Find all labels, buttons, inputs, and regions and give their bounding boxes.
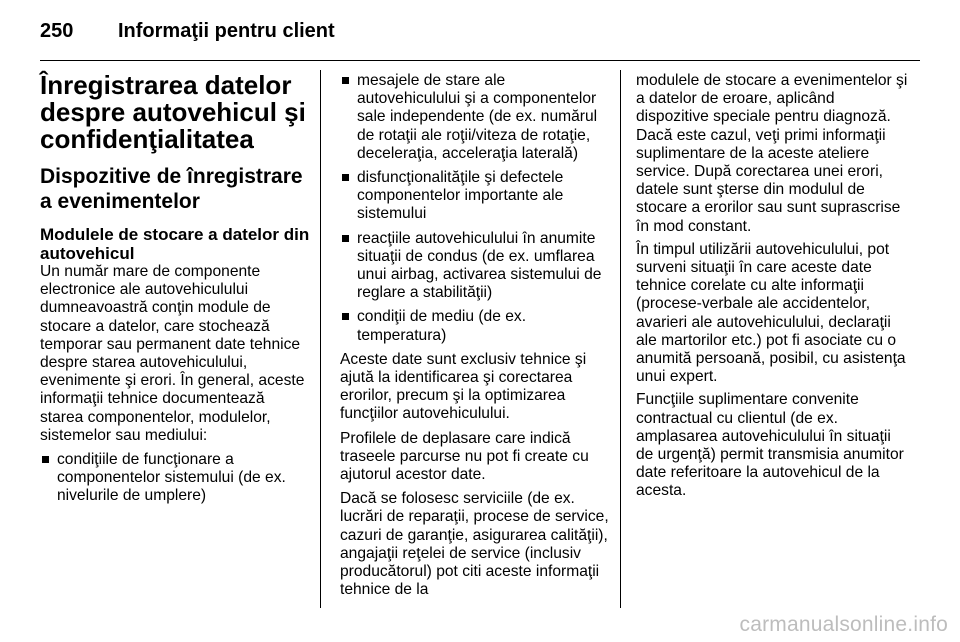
paragraph: Funcţiile suplimentare convenite contractual cu clientul (de ex. amplasarea autovehiculului în situaţii de urgenţă) permit transmisia anumitor date referitoare la autovehicul de la acesta. [636, 391, 904, 500]
paragraph: Profilele de deplasare care indică traseele parcurse nu pot fi create cu ajutorul acestor date. [340, 429, 589, 484]
paragraph: Aceste date sunt exclusiv tehnice şi ajută la identificarea şi corectarea erorilor, precum şi la optimizarea funcţiilor autovehiculului. [340, 350, 587, 423]
paragraph: În timpul utilizării autovehiculului, pot surveni situaţii în care aceste date tehnice corelate cu alte informaţii (procese-verbale ale accidentelor, avarieri ale autovehiculului, declaraţii ale martorilor etc.) pot fi asociate cu o anumită persoană, posibil, cu asistenţa unui expert. [636, 240, 906, 386]
subsection-heading: Dispozitive de înregistrare a evenimentelor [40, 165, 303, 213]
column-3 [636, 72, 910, 506]
paragraph: Dacă se folosesc serviciile (de ex. lucrări de reparaţii, procese de service, cazuri de garanţie, asigurarea calităţii), angajaţii reţelei de service (inclusiv producătorul) pot citi aceste informaţii tehnice de la [340, 490, 609, 599]
column-divider-2 [620, 70, 621, 608]
section-heading: Înregistrarea datelor despre autovehicul şi confidenţialitatea [40, 70, 306, 154]
bullet-list [340, 72, 612, 345]
list-item: mesajele de stare ale autovehiculului şi a componentelor sale independente (de ex. numărul de rotaţii ale roţii/viteza de rotaţie, deceleraţia, acceleraţia laterală) [340, 72, 612, 163]
column-2 [340, 72, 612, 605]
header-divider [40, 60, 920, 61]
paragraph: Un număr mare de componente electronice ale autovehiculului dumneavoastră conţin module de stocare a datelor, care stochează temporar sau permanent date tehnice despre starea autovehiculului, evenimente şi erori. În general, aceste informaţii tehnice documentează starea componentelor, modulelor, sistemelor sau mediului: [40, 263, 305, 444]
bullet-list [40, 451, 312, 506]
paragraph: modulele de stocare a evenimentelor şi a datelor de eroare, aplicând dispozitive speciale pentru diagnoză. Dacă este cazul, veţi primi informaţii suplimentare de la aceste ateliere service. După corectarea unei erori, datele sunt şterse din modulul de stocare a erorilor sau sunt suprascrise în mod constant. [636, 72, 908, 235]
sub-subsection-heading: Modulele de stocare a datelor din autovehicul [40, 225, 310, 263]
column-1 [40, 72, 312, 512]
list-item: condiţiile de funcţionare a componentelor sistemului (de ex. nivelurile de umplere) [40, 451, 312, 506]
column-divider-1 [320, 70, 321, 608]
list-item: reacţiile autovehiculului în anumite situaţii de condus (de ex. umflarea unui airbag, activarea sistemului de reglare a stabilităţii) [340, 230, 612, 303]
list-item: disfuncţionalităţile şi defectele componentelor importante ale sistemului [340, 169, 612, 224]
site-watermark: carmanualsonline.info [739, 613, 948, 636]
list-item: condiţii de mediu (de ex. temperatura) [340, 308, 612, 344]
page-number: 250 [40, 20, 74, 42]
page-header [40, 18, 920, 58]
page-header-title: Informaţii pentru client [118, 20, 335, 42]
